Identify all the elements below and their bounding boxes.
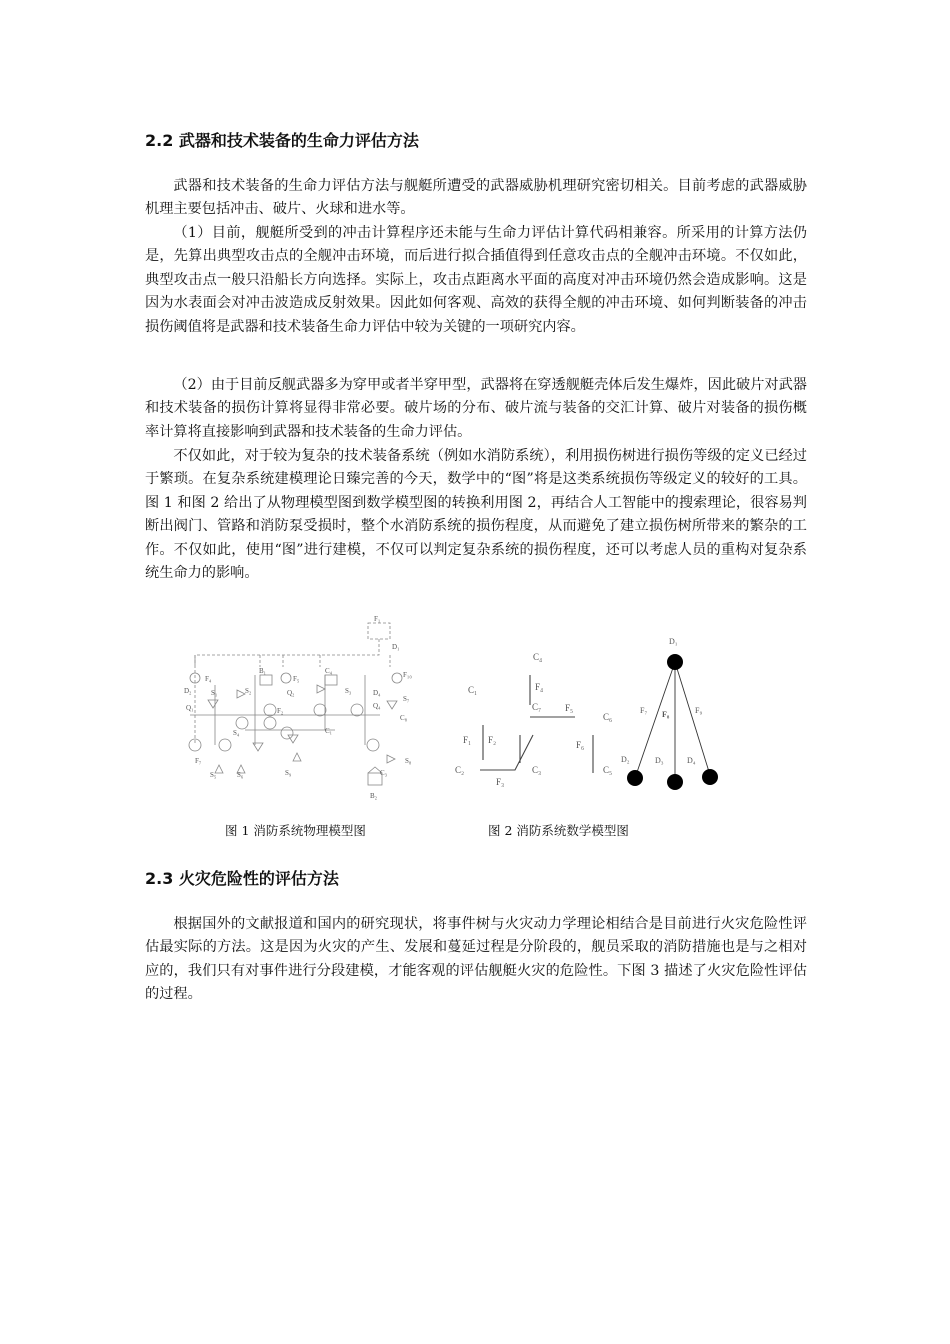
svg-text:C₈: C₈ bbox=[400, 714, 408, 722]
svg-text:F₅: F₅ bbox=[293, 675, 300, 683]
figure-2-caption: 图 2 消防系统数学模型图 bbox=[488, 823, 629, 838]
svg-text:S₅: S₅ bbox=[210, 771, 217, 779]
svg-text:S₁: S₁ bbox=[211, 689, 218, 697]
svg-text:D₂: D₂ bbox=[621, 755, 630, 764]
svg-text:F₁₀: F₁₀ bbox=[403, 671, 412, 679]
svg-text:Q₁: Q₁ bbox=[186, 704, 194, 712]
svg-text:F₁: F₁ bbox=[463, 735, 472, 745]
svg-text:C₃: C₃ bbox=[380, 769, 388, 777]
figure-2-math-model-graph bbox=[615, 630, 725, 795]
svg-text:C₅: C₅ bbox=[603, 765, 613, 775]
svg-text:F₈: F₈ bbox=[662, 710, 670, 719]
svg-text:F₂: F₂ bbox=[277, 707, 284, 715]
svg-text:Q₂: Q₂ bbox=[287, 689, 295, 697]
svg-text:S₉: S₉ bbox=[285, 769, 292, 777]
figure-2-math-model-lines bbox=[450, 645, 625, 790]
svg-text:B₁: B₁ bbox=[259, 667, 267, 675]
paragraph: 根据国外的文献报道和国内的研究现状，将事件树与火灾动力学理论相结合是目前进行火灾危险性评估最实际的方法。这是因为火灾的产生、发展和蔓延过程是分阶段的，舰员采取的消防措施也是与之相对应的，我们只有对事件进行分段建模，才能客观的评估舰艇火灾的危险性。下图 3 描述了火灾危险性评估的过程。 bbox=[145, 916, 807, 1003]
svg-text:C₃: C₃ bbox=[532, 765, 542, 775]
svg-text:F₇: F₇ bbox=[640, 706, 648, 715]
svg-text:S₇: S₇ bbox=[403, 695, 410, 703]
svg-text:C₁: C₁ bbox=[468, 685, 478, 695]
svg-text:C₆: C₆ bbox=[603, 712, 613, 722]
section-heading-2-2: 2.2 武器和技术装备的生命力评估方法 bbox=[145, 131, 419, 150]
svg-text:C₂: C₂ bbox=[455, 765, 465, 775]
svg-text:C₄: C₄ bbox=[533, 652, 543, 662]
svg-text:F₃: F₃ bbox=[496, 777, 505, 787]
figure-1-physical-model bbox=[175, 615, 445, 800]
svg-text:C₄: C₄ bbox=[325, 667, 333, 675]
svg-text:D₁: D₁ bbox=[669, 637, 678, 646]
svg-text:F₄: F₄ bbox=[535, 682, 544, 692]
section-heading-2-3: 2.3 火灾危险性的评估方法 bbox=[145, 869, 339, 888]
paragraph: （1）目前，舰艇所受到的冲击计算程序还未能与生命力评估计算代码相兼容。所采用的计算方法仍是，先算出典型攻击点的全舰冲击环境，而后进行拟合插值得到任意攻击点的全舰冲击环境。不仅如此，典型攻击点一般只沿船长方向选择。实际上，攻击点距离水平面的高度对冲击环境仍然会造成影响。这是因为水表面会对冲击波造成反射效果。因此如何客观、高效的获得全舰的冲击环境、如何判断装备的冲击损伤阈值将是武器和技术装备生命力评估中较为关键的一项研究内容。 bbox=[145, 225, 807, 335]
svg-text:S₂: S₂ bbox=[245, 687, 252, 695]
svg-text:F₁: F₁ bbox=[374, 615, 381, 623]
svg-text:B₂: B₂ bbox=[370, 792, 378, 800]
svg-text:S₄: S₄ bbox=[233, 729, 240, 737]
paragraph: 不仅如此，对于较为复杂的技术装备系统（例如水消防系统），利用损伤树进行损伤等级的定义已经过于繁琐。在复杂系统建模理论日臻完善的今天，数学中的“图”将是这类系统损伤等级定义的较好的工具。图 1 和图 2 给出了从物理模型图到数学模型图的转换利用图 2，再结合人工智能中的搜索理论，很容易判断出阀门、管路和消防泵受损时，整个水消防系统的损伤程度，从而避免了建立损伤树所带来的繁杂的工作。不仅如此，使用“图”进行建模，不仅可以判定复杂系统的损伤程度，还可以考虑人员的重构对复杂系统生命力的影响。 bbox=[145, 448, 807, 582]
svg-text:F₆: F₆ bbox=[576, 740, 585, 750]
paragraph: 武器和技术装备的生命力评估方法与舰艇所遭受的武器威胁机理研究密切相关。目前考虑的武器威胁机理主要包括冲击、破片、火球和进水等。 bbox=[145, 178, 807, 218]
svg-text:D₂: D₂ bbox=[184, 687, 192, 695]
svg-text:C₁: C₁ bbox=[325, 727, 333, 735]
svg-text:D₃: D₃ bbox=[655, 756, 664, 765]
figure-1-caption: 图 1 消防系统物理模型图 bbox=[225, 823, 366, 838]
svg-text:S₈: S₈ bbox=[405, 757, 412, 765]
svg-text:F₂: F₂ bbox=[488, 735, 497, 745]
svg-text:F₅: F₅ bbox=[565, 703, 574, 713]
svg-text:D₄: D₄ bbox=[687, 756, 696, 765]
svg-text:S₆: S₆ bbox=[237, 771, 244, 779]
svg-text:C₇: C₇ bbox=[532, 702, 542, 712]
svg-text:D₁: D₁ bbox=[392, 643, 400, 651]
paragraph: （2）由于目前反舰武器多为穿甲或者半穿甲型，武器将在穿透舰艇壳体后发生爆炸，因此破片对武器和技术装备的损伤计算将显得非常必要。破片场的分布、破片流与装备的交汇计算、破片对装备的损伤概率计算将直接影响到武器和技术装备的生命力评估。 bbox=[145, 377, 807, 440]
svg-text:D₄: D₄ bbox=[373, 689, 381, 697]
svg-text:Q₄: Q₄ bbox=[373, 702, 381, 710]
svg-text:F₉: F₉ bbox=[695, 706, 703, 715]
svg-text:F₄: F₄ bbox=[205, 675, 212, 683]
svg-text:F₇: F₇ bbox=[195, 757, 202, 765]
svg-text:S₃: S₃ bbox=[345, 687, 352, 695]
